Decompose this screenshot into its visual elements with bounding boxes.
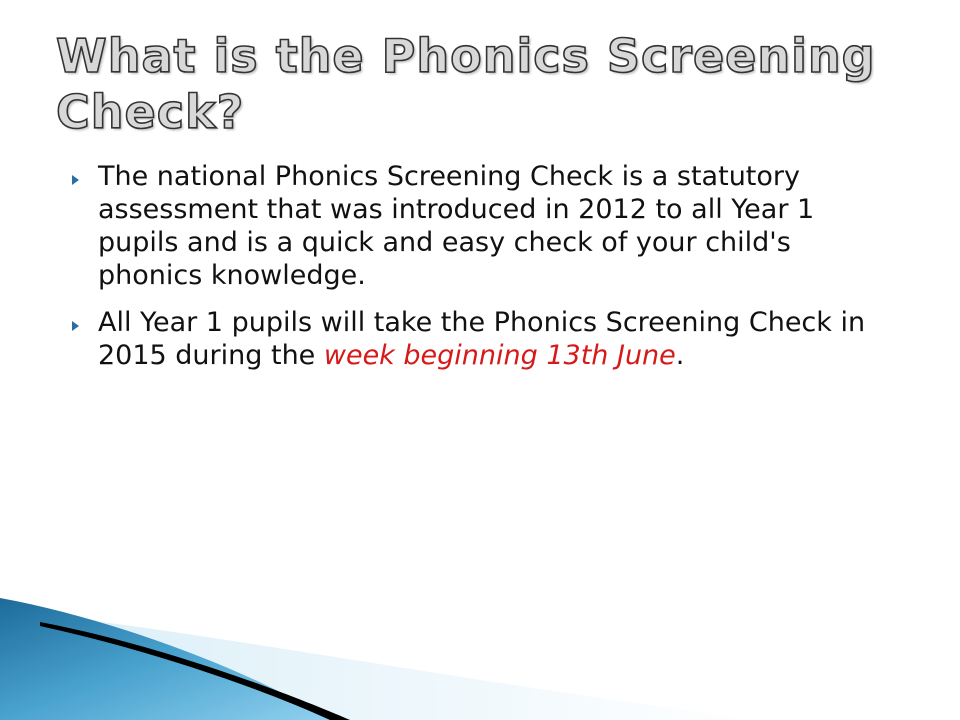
bullet-text: All Year 1 pupils will take the Phonics Screening Check in 2015 during the [98, 307, 866, 371]
bullet-text: The national Phonics Screening Check is a statutory assessment that was introduced in 2012 to all Year 1 pupils and is a quick and easy check of your child's phonics knowledge. [98, 161, 815, 291]
bullet-list [66, 160, 866, 386]
bullet-item [66, 306, 866, 372]
slide-title: What is the Phonics Screening Check? [56, 29, 876, 139]
decorative-swoosh [0, 590, 960, 720]
triangle-right-icon [72, 175, 79, 185]
bullet-text-end: . [675, 340, 685, 371]
highlighted-date: week beginning 13th June [323, 340, 676, 371]
triangle-right-icon [72, 321, 79, 331]
bullet-item [66, 160, 866, 292]
